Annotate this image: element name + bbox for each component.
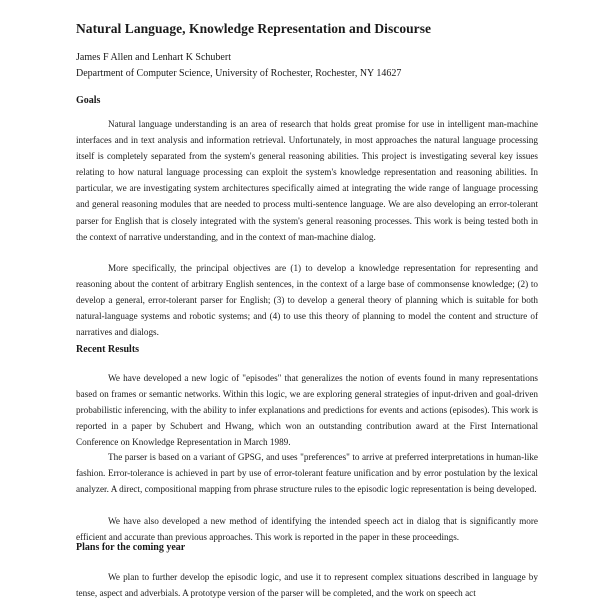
section-heading-goals: Goals: [76, 95, 101, 106]
paragraph-text: We plan to further develop the episodic logic, and use it to represent complex situations described in language by tense, aspect and adverbials. A prototype version of the parser will be completed, and the work on speech act: [76, 572, 538, 599]
section-heading-recent-results: Recent Results: [76, 344, 140, 355]
goals-paragraph-2: [76, 260, 538, 340]
paragraph-text: More specifically, the principal objectives are (1) to develop a knowledge representation for representing and reasoning about the content of arbitrary English sentences, in the context of a large base of commonsense knowledge; (2) to develop a general, error-tolerant parser for English; (3) to develop a general theory of planning which is suitable for both natural-language systems and robotic systems; and (4) to use this theory of planning to model the content and structure of narratives and dialogs.: [76, 263, 538, 338]
author-line: James F Allen and Lenhart K Schubert: [76, 52, 231, 63]
paragraph-text: We have developed a new logic of "episodes" that generalizes the notion of events found in many representations based on frames or semantic networks. Within this logic, we are exploring general strategies of input-driven and goal-driven probabilistic inferencing, with the ability to infer explanations and predictions for events and actions (episodes). This work is reported in a paper by Schubert and Hwang, which won an outstanding contribution award at the First International Conference on Knowledge Representation in March 1989.: [76, 373, 538, 448]
paragraph-text: The parser is based on a variant of GPSG, and uses "preferences" to arrive at preferred interpretations in human-like fashion. Error-tolerance is achieved in part by use of error-tolerant feature unification and by error postulation by the lexical analyzer. A direct, compositional mapping from phrase structure rules to the episodic logic representation is being developed.: [76, 452, 538, 495]
paragraph-text: We have also developed a new method of identifying the intended speech act in dialog that is significantly more efficient and accurate than previous approaches. This work is reported in the paper in these proceedings.: [76, 516, 538, 543]
plans-paragraph-1: [76, 569, 538, 601]
recent-results-paragraph-3: [76, 513, 538, 545]
paragraph-text: Natural language understanding is an area of research that holds great promise for use in intelligent man-machine interfaces and in text analysis and information retrieval. Unfortunately, in most approaches the natural language processing itself is completely separated from the system's general reasoning abilities. This project is investigating several key issues relating to how natural language processing can exploit the system's knowledge representation and reasoning abilities. In particular, we are investigating system architectures specifically aimed at integrating the wide range of language processing and general reasoning modules that are needed to process multi-sentence language. We are also developing an error-tolerant parser for English that is closely integrated with the system's general reasoning processes. This work is being tested both in the context of narrative understanding, and in the context of man-machine dialog.: [76, 119, 538, 242]
affiliation-line: Department of Computer Science, University of Rochester, Rochester, NY 14627: [76, 68, 402, 79]
recent-results-paragraph-2: [76, 449, 538, 497]
paper-title: Natural Language, Knowledge Representation and Discourse: [76, 21, 432, 36]
recent-results-paragraph-1: [76, 370, 538, 450]
goals-paragraph-1: [76, 116, 538, 245]
section-heading-plans: Plans for the coming year: [76, 542, 186, 553]
